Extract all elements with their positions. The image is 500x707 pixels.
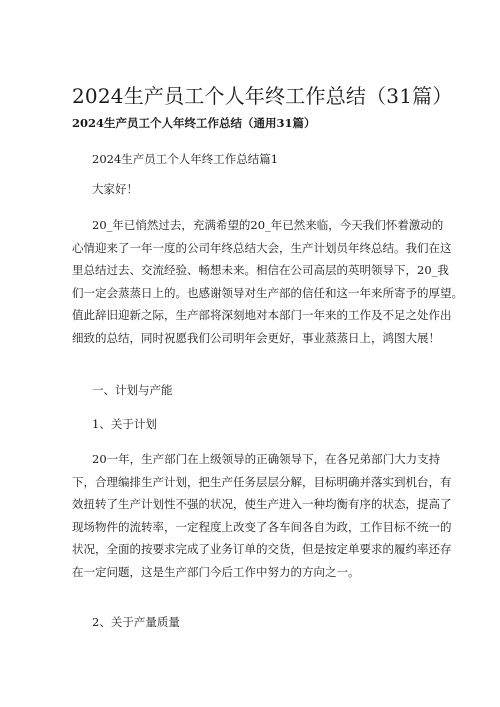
intro-paragraph (72, 214, 463, 349)
paragraph-line: 值此辞旧迎新之际，生产部将深刻地对本部门一年来的工作及不足之处作出 (72, 308, 452, 322)
subsection-heading-output-quality: 2、关于产量质量 (92, 615, 180, 629)
paragraph-line: 20一年，生产部门在上级领导的正确领导下，在各兄弟部门大力支持 (92, 452, 441, 466)
paragraph-line: 20_年已悄然过去，充满希望的20_年已然来临，今天我们怀着激动的 (92, 218, 444, 232)
paragraph-line: 在一定问题，这是生产部门今后工作中努力的方向之一。 (72, 564, 360, 579)
paragraph-line: 下，合理编排生产计划，把生产任务层层分解，目标明确并落实到机台，有 (72, 474, 452, 489)
plan-paragraph (72, 448, 452, 583)
section-heading-plan-capacity: 一、计划与产能 (92, 383, 173, 397)
greeting-text: 大家好！ (92, 182, 138, 196)
paragraph-line: 现场物件的流转率，一定程度上改变了各车间各自为政，工作目标不统一的 (72, 519, 452, 534)
subsection-heading-plan: 1、关于计划 (92, 417, 157, 431)
article-heading: 2024生产员工个人年终工作总结篇1 (92, 152, 279, 166)
paragraph-line: 状况，全面的按要求完成了业务订单的交货，但是按定单要求的履约率还存 (72, 542, 452, 556)
paragraph-line: 心情迎来了一年一度的公司年终总结大会，生产计划员年终总结。我们在这 (72, 240, 452, 255)
paragraph-line: 效扭转了生产计划性不强的状况，使生产进入一种均衡有序的状态，提高了 (72, 497, 452, 511)
paragraph-line: 细致的总结，同时祝愿我们公司明年会更好，事业蒸蒸日上，鸿图大展！ (72, 330, 440, 345)
paragraph-line: 们一定会蒸蒸日上的。也感谢领导对生产部的信任和这一年来所寄予的厚望。 (72, 285, 463, 300)
document-title: 2024生产员工个人年终工作总结（31篇） (72, 84, 453, 108)
paragraph-line: 里总结过去、交流经验、畅想未来。相信在公司高层的英明领导下，20_我 (72, 263, 449, 277)
document-subtitle: 2024生产员工个人年终工作总结（通用31篇） (72, 116, 316, 130)
